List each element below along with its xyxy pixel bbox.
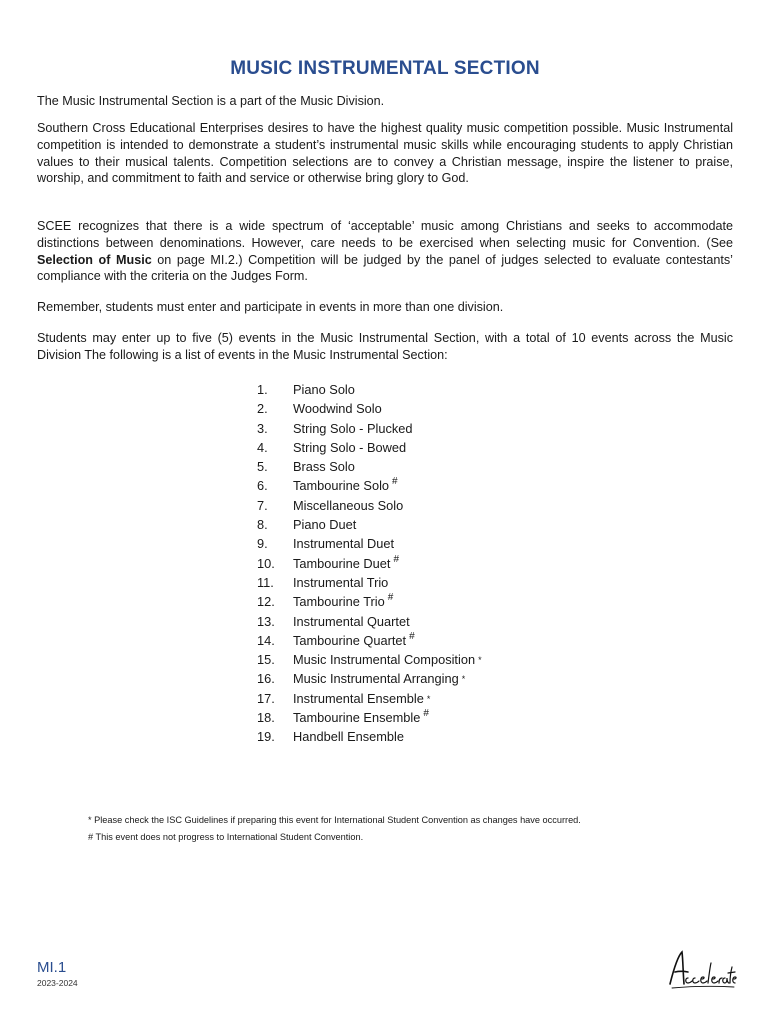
event-item bbox=[257, 399, 482, 418]
footnotes bbox=[88, 812, 581, 846]
event-name: Brass Solo bbox=[293, 459, 355, 475]
event-number: 4. bbox=[257, 439, 268, 455]
event-name: Piano Solo bbox=[293, 382, 355, 397]
event-item bbox=[257, 708, 482, 727]
event-item bbox=[257, 438, 482, 457]
event-item bbox=[257, 380, 482, 399]
event-item bbox=[257, 534, 482, 553]
event-item bbox=[257, 457, 482, 476]
event-name: Music Instrumental Composition bbox=[293, 652, 476, 668]
students-paragraph: Students may enter up to five (5) events in the Music Instrumental Section, with a total of 10 events across the Music Division The following is a list of events in the Music Instrumental Section: bbox=[37, 331, 733, 362]
event-item bbox=[257, 419, 482, 438]
event-item bbox=[257, 689, 482, 708]
check-isc-marker: * bbox=[478, 655, 482, 666]
event-item bbox=[257, 554, 482, 573]
event-number: 10. bbox=[257, 555, 275, 571]
event-item bbox=[257, 592, 482, 611]
no-isc-marker: # bbox=[392, 476, 398, 488]
year-label: 2023-2024 bbox=[37, 978, 78, 988]
event-number: 8. bbox=[257, 517, 268, 533]
event-number: 1. bbox=[257, 382, 268, 397]
events-list bbox=[257, 380, 482, 747]
page-number: MI.1 bbox=[37, 959, 67, 976]
accelerate-logo bbox=[664, 946, 740, 992]
event-item bbox=[257, 650, 482, 669]
event-number: 7. bbox=[257, 497, 268, 513]
selection-of-music-reference: Selection of Music bbox=[37, 252, 152, 267]
event-number: 9. bbox=[257, 536, 268, 552]
event-number: 18. bbox=[257, 710, 275, 726]
event-name: Instrumental Quartet bbox=[293, 613, 410, 629]
event-name: Miscellaneous Solo bbox=[293, 497, 404, 513]
event-number: 5. bbox=[257, 459, 268, 475]
event-name: Instrumental Duet bbox=[293, 536, 395, 552]
check-isc-marker: * bbox=[461, 674, 466, 685]
footnote-star: * Please check the ISC Guidelines if preparing this event for International Student Convention as changes have occurred. bbox=[88, 815, 581, 825]
event-name: String Solo - Plucked bbox=[293, 420, 413, 436]
event-item bbox=[257, 573, 482, 592]
scee-text-1: SCEE recognizes that there is a wide spectrum of ‘acceptable’ music among Christians and seeks to accommodate distinctions between denominations. However, care needs to be exercised when selecting music for Convention. (See bbox=[37, 219, 733, 250]
event-name: Instrumental Trio bbox=[293, 574, 389, 590]
purpose-paragraph: Southern Cross Educational Enterprises desires to have the highest quality music competition possible. Music Instrumental competition is intended to demonstrate a student’s instrumental music skills while encouraging students to apply Christian values to their musical talents. Competition selections are to convey a Christian message, inspire the listener to praise, worship, and commitment to faith and service or otherwise bring glory to God. bbox=[37, 121, 733, 186]
page-title: MUSIC INSTRUMENTAL SECTION bbox=[230, 58, 540, 79]
event-number: 2. bbox=[257, 401, 268, 417]
check-isc-marker: * bbox=[426, 693, 431, 704]
event-name: Tambourine Duet bbox=[293, 555, 391, 571]
event-name: Woodwind Solo bbox=[293, 401, 382, 417]
event-name: Music Instrumental Arranging bbox=[293, 671, 459, 687]
event-name: Tambourine Ensemble bbox=[293, 710, 421, 726]
no-isc-marker: # bbox=[387, 592, 394, 604]
event-name: Handbell Ensemble bbox=[293, 729, 404, 745]
event-item bbox=[257, 727, 482, 746]
event-number: 6. bbox=[257, 478, 268, 494]
remember-paragraph: Remember, students must enter and participate in events in more than one division. bbox=[37, 300, 504, 314]
event-number: 12. bbox=[257, 594, 275, 610]
event-number: 14. bbox=[257, 632, 275, 648]
event-name: Piano Duet bbox=[293, 517, 357, 533]
no-isc-marker: # bbox=[409, 630, 415, 642]
no-isc-marker: # bbox=[423, 708, 429, 720]
scee-text-2: on page MI.2.) Competition will be judged by the panel of judges selected to evaluate contestants’ compliance with the criteria on the Judges Form. bbox=[37, 252, 733, 284]
event-number: 11. bbox=[257, 574, 274, 590]
event-number: 17. bbox=[257, 690, 275, 706]
event-item bbox=[257, 669, 482, 688]
event-name: Tambourine Quartet bbox=[293, 632, 407, 648]
event-name: String Solo - Bowed bbox=[293, 439, 407, 455]
scee-paragraph bbox=[37, 218, 733, 285]
event-item bbox=[257, 476, 482, 495]
footnote-hash: # This event does not progress to International Student Convention. bbox=[88, 832, 364, 842]
event-item bbox=[257, 631, 482, 650]
event-name: Tambourine Trio bbox=[293, 594, 385, 610]
no-isc-marker: # bbox=[393, 553, 400, 565]
event-number: 19. bbox=[257, 729, 275, 745]
event-number: 16. bbox=[257, 671, 275, 687]
event-number: 13. bbox=[257, 613, 275, 629]
event-number: 15. bbox=[257, 652, 275, 668]
event-item bbox=[257, 496, 482, 515]
event-name: Instrumental Ensemble bbox=[293, 690, 424, 706]
event-item bbox=[257, 612, 482, 631]
intro-paragraph: The Music Instrumental Section is a part of the Music Division. bbox=[37, 94, 385, 108]
event-number: 3. bbox=[257, 420, 268, 436]
event-item bbox=[257, 515, 482, 534]
event-name: Tambourine Solo bbox=[293, 478, 390, 494]
